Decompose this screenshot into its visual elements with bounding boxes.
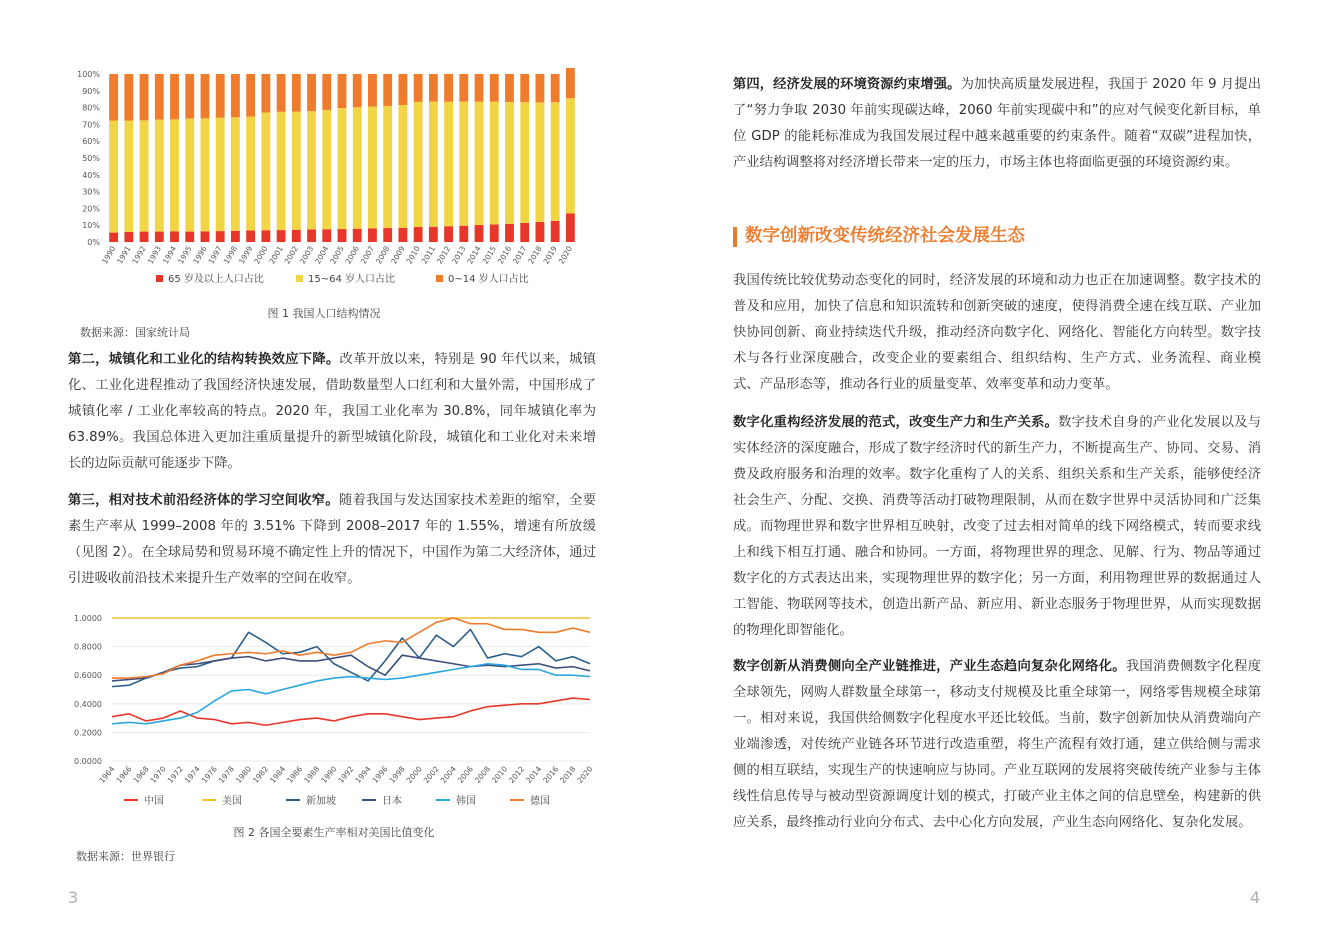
legend-swatch	[296, 275, 303, 282]
x-tick-label: 1968	[131, 764, 151, 785]
bar-working	[277, 112, 286, 230]
right-paragraph-2	[733, 268, 1261, 398]
bar-children	[307, 74, 316, 111]
bar-working	[307, 111, 316, 229]
section-title: 数字创新改变传统经济社会发展生态	[745, 226, 1025, 246]
section-accent-bar	[733, 227, 737, 247]
right-paragraph-4	[733, 654, 1261, 836]
bar-aged65	[459, 226, 468, 242]
bar-working	[429, 102, 438, 227]
bar-working	[505, 102, 514, 224]
legend-label: 新加坡	[306, 796, 336, 807]
x-tick-label: 2008	[374, 244, 392, 266]
x-tick-label: 2014	[465, 244, 483, 266]
bar-aged65	[520, 223, 529, 242]
bar-aged65	[490, 224, 499, 242]
x-tick-label: 1966	[114, 764, 134, 785]
bar-aged65	[216, 231, 225, 242]
bar-aged65	[170, 231, 179, 242]
legend-swatch	[156, 275, 163, 282]
x-tick-label: 1978	[216, 764, 237, 785]
x-tick-label: 2004	[313, 244, 331, 266]
tfp-ratio-chart	[64, 604, 604, 824]
left-paragraph-1-body: 改革开放以来，特别是 90 年代以来，城镇化、工业化进程推动了我国经济快速发展，借助数量型人口红利和大量外需，中国形成了城镇化率 / 工业化率较高的特点。2020 年，我国工业化率为 30.8%，同年城镇化率为 63.89%。我国总体进入更加注重质量提升的新型城镇化阶段，城镇化和工业化对未来增长的边际贡献可能逐步下降。	[68, 352, 597, 471]
x-tick-label: 1994	[353, 764, 373, 785]
x-tick-label: 2002	[421, 764, 441, 785]
bar-children	[398, 74, 407, 105]
bar-children	[551, 74, 560, 102]
bar-children	[490, 74, 499, 102]
bar-working	[368, 107, 377, 229]
bar-aged65	[444, 226, 453, 242]
x-tick-label: 1972	[165, 764, 185, 785]
bar-aged65	[566, 213, 575, 242]
x-tick-label: 2014	[524, 764, 544, 785]
bar-children	[505, 74, 514, 102]
bar-aged65	[414, 227, 423, 242]
bar-aged65	[246, 230, 255, 242]
x-tick-label: 1993	[145, 244, 164, 266]
x-tick-label: 1995	[176, 244, 194, 266]
y-tick-label: 0.2000	[74, 728, 102, 738]
x-tick-label: 2012	[507, 764, 527, 785]
x-tick-label: 1992	[130, 244, 148, 266]
x-tick-label: 1964	[97, 764, 117, 785]
legend-label: 美国	[222, 796, 242, 807]
bar-working	[124, 121, 133, 232]
x-tick-label: 2000	[252, 244, 270, 266]
bar-working	[140, 120, 149, 231]
legend-label: 韩国	[456, 796, 476, 807]
x-tick-label: 2003	[297, 244, 316, 266]
page-number-right: 4	[1250, 888, 1261, 907]
bar-aged65	[383, 228, 392, 242]
y-tick-label: 1.0000	[74, 614, 102, 623]
bar-working	[261, 112, 270, 230]
x-tick-label: 1999	[237, 244, 255, 266]
x-tick-label: 2018	[558, 764, 578, 785]
line-series-中国	[112, 698, 590, 725]
x-tick-label: 1998	[387, 764, 407, 785]
bar-aged65	[140, 232, 149, 242]
x-tick-label: 1974	[182, 764, 202, 785]
x-tick-label: 2012	[434, 244, 453, 266]
bar-aged65	[368, 228, 377, 242]
figure1-source: 数据来源：国家统计局	[80, 326, 190, 339]
x-tick-label: 2009	[389, 244, 407, 266]
bar-working	[109, 121, 118, 233]
bar-children	[520, 74, 529, 102]
x-tick-label: 1998	[221, 244, 240, 266]
right-paragraph-1-body: 为加快高质量发展进程，我国于 2020 年 9 月提出了“努力争取 2030 年前实现碳达峰，2060 年前实现碳中和”的应对气候变化新目标，单位 GDP 的能耗标准成为我国发展过程中越来越重要的约束条件。随着“双碳”进程加快，产业结构调整将对经济增长带来一定的压力，市场主体也将面临更强的环境资源约束。	[733, 77, 1262, 170]
bar-aged65	[292, 230, 301, 242]
bar-aged65	[307, 229, 316, 242]
bar-children	[292, 74, 301, 112]
y-tick-label: 100%	[77, 70, 100, 79]
left-paragraph-2	[68, 488, 596, 592]
bar-aged65	[261, 230, 270, 242]
right-paragraph-2-body: 我国传统比较优势动态变化的同时，经济发展的环境和动力也正在加速调整。数字技术的普及和应用，加快了信息和知识流转和创新突破的速度，使得消费全速在线互联、产业加快协同创新、商业持续迭代升级，推动经济向数字化、网络化、智能化方向转型。数字技术与各行业深度融合，改变企业的要素组合、组织结构、生产方式、业务流程、商业模式、产品形态等，推动各行业的质量变革、效率变革和动力变革。	[733, 273, 1261, 392]
x-tick-label: 2020	[575, 764, 595, 785]
bar-children	[124, 74, 133, 121]
bar-children	[277, 74, 286, 112]
bar-children	[109, 74, 118, 121]
bar-aged65	[277, 230, 286, 242]
x-tick-label: 1986	[285, 764, 305, 785]
bar-children	[368, 74, 377, 107]
y-tick-label: 70%	[82, 120, 100, 130]
bar-working	[414, 102, 423, 227]
right-paragraph-3	[733, 410, 1261, 644]
bar-working	[475, 102, 484, 225]
bar-working	[536, 102, 545, 222]
bar-children	[322, 74, 331, 110]
y-tick-label: 60%	[82, 137, 100, 147]
x-tick-label: 2002	[282, 244, 301, 266]
x-tick-label: 1990	[100, 244, 118, 266]
figure2-source: 数据来源：世界银行	[76, 850, 175, 863]
bar-working	[201, 118, 210, 231]
left-paragraph-2-heading: 第三，相对技术前沿经济体的学习空间收窄。	[68, 493, 339, 508]
bar-children	[429, 74, 438, 102]
bar-children	[459, 74, 468, 102]
x-tick-label: 2004	[438, 764, 458, 785]
bar-working	[292, 112, 301, 230]
bar-working	[551, 102, 560, 221]
bar-working	[490, 102, 499, 225]
y-tick-label: 40%	[82, 170, 100, 180]
right-paragraph-4-heading: 数字创新从消费侧向全产业链推进，产业生态趋向复杂化网络化。	[733, 659, 1126, 674]
bar-working	[459, 102, 468, 226]
y-tick-label: 0.0000	[74, 757, 102, 766]
legend-label: 65 岁及以上人口占比	[168, 274, 264, 285]
bar-aged65	[201, 231, 210, 242]
x-tick-label: 2019	[541, 244, 559, 266]
x-tick-label: 1984	[268, 764, 288, 785]
legend-label: 德国	[530, 796, 550, 807]
bar-children	[185, 74, 194, 119]
bar-working	[170, 119, 179, 231]
y-tick-label: 0.6000	[74, 671, 102, 681]
bar-working	[322, 110, 331, 229]
bar-working	[155, 120, 164, 232]
y-tick-label: 0.8000	[74, 642, 102, 652]
bar-aged65	[124, 232, 133, 242]
x-tick-label: 1970	[148, 764, 168, 785]
x-tick-label: 1990	[319, 764, 339, 785]
legend-label: 中国	[144, 796, 164, 807]
x-tick-label: 1997	[206, 244, 224, 266]
bar-aged65	[475, 225, 484, 242]
bar-children	[414, 74, 423, 102]
x-tick-label: 1991	[115, 244, 133, 266]
bar-children	[444, 74, 453, 102]
bar-aged65	[231, 231, 240, 242]
x-tick-label: 2008	[472, 764, 493, 785]
x-tick-label: 2001	[267, 244, 285, 266]
population-structure-chart	[64, 60, 594, 305]
bar-aged65	[109, 233, 118, 242]
x-tick-label: 1980	[233, 764, 254, 785]
y-tick-label: 30%	[82, 187, 100, 197]
legend-label: 15~64 岁人口占比	[308, 274, 396, 285]
right-paragraph-1-heading: 第四，经济发展的环境资源约束增强。	[733, 77, 961, 92]
x-tick-label: 2011	[419, 244, 438, 266]
x-tick-label: 1996	[191, 244, 209, 266]
y-tick-label: 20%	[82, 204, 100, 214]
bar-working	[231, 117, 240, 231]
x-tick-label: 2010	[490, 764, 510, 785]
y-tick-label: 10%	[82, 221, 100, 231]
x-tick-label: 2016	[541, 764, 561, 785]
y-tick-label: 0.4000	[74, 699, 102, 709]
x-tick-label: 2007	[358, 244, 377, 266]
bar-children	[383, 74, 392, 106]
bar-children	[566, 68, 575, 98]
x-tick-label: 2006	[343, 244, 361, 266]
x-tick-label: 2005	[328, 244, 346, 266]
bar-working	[216, 118, 225, 231]
bar-aged65	[429, 227, 438, 242]
bar-children	[246, 74, 255, 117]
bar-children	[201, 74, 210, 118]
bar-aged65	[551, 221, 560, 242]
bar-working	[398, 105, 407, 228]
x-tick-label: 1994	[160, 244, 179, 266]
bar-children	[216, 74, 225, 118]
legend-label: 日本	[382, 796, 402, 807]
bar-aged65	[185, 232, 194, 242]
y-tick-label: 90%	[82, 86, 100, 96]
left-paragraph-1	[68, 347, 596, 477]
bar-aged65	[322, 229, 331, 242]
bar-children	[170, 74, 179, 119]
bar-children	[261, 74, 270, 112]
bar-children	[338, 74, 347, 108]
y-tick-label: 80%	[82, 103, 100, 113]
bar-aged65	[536, 222, 545, 242]
x-tick-label: 2020	[556, 244, 575, 266]
bar-aged65	[338, 229, 347, 242]
x-tick-label: 2013	[450, 244, 468, 266]
bar-working	[353, 107, 362, 228]
bar-working	[566, 98, 575, 213]
bar-working	[520, 102, 529, 223]
bar-children	[231, 74, 240, 117]
bar-children	[536, 74, 545, 102]
legend-label: 0~14 岁人口占比	[448, 274, 529, 285]
x-tick-label: 1996	[370, 764, 390, 785]
bar-children	[475, 74, 484, 102]
bar-working	[383, 106, 392, 228]
bar-aged65	[155, 232, 164, 242]
y-tick-label: 50%	[82, 154, 100, 163]
x-tick-label: 1988	[302, 764, 322, 785]
right-paragraph-3-heading: 数字化重构经济发展的范式，改变生产力和生产关系。	[733, 415, 1059, 430]
bar-working	[338, 108, 347, 229]
bar-children	[353, 74, 362, 107]
page-number-left: 3	[68, 888, 79, 907]
x-tick-label: 2000	[404, 764, 424, 785]
x-tick-label: 2017	[511, 244, 529, 266]
x-tick-label: 1992	[336, 764, 356, 785]
x-tick-label: 2006	[455, 764, 476, 785]
bar-children	[140, 74, 149, 120]
right-paragraph-1	[733, 72, 1261, 176]
bar-working	[185, 119, 194, 232]
bar-working	[246, 117, 255, 231]
x-tick-label: 2010	[404, 244, 422, 266]
bar-aged65	[505, 224, 514, 242]
x-tick-label: 1982	[251, 764, 271, 785]
bar-working	[444, 102, 453, 226]
right-paragraph-3-body: 数字技术自身的产业化发展以及与实体经济的深度融合，形成了数字经济时代的新生产力，不断提高生产、协同、交易、消费及政府服务和治理的效率。数字化重构了人的关系、组织关系和生产关系，能够使经济社会生产、分配、交换、消费等活动打破物理限制，从而在数字世界中灵活协同和广泛集成。而物理世界和数字世界相互映射，改变了过去相对简单的线下网络模式，转而要求线上和线下相互打通、融合和协同。一方面，将物理世界的理念、见解、行为、物品等通过数字化的方式表达出来，实现物理世界的数字化；另一方面，利用物理世界的数据通过人工智能、物联网等技术，创造出新产品、新应用、新业态服务于物理世界，从而实现数据的物理化即智能化。	[733, 415, 1262, 638]
bar-aged65	[353, 229, 362, 242]
right-paragraph-4-body: 我国消费侧数字化程度全球领先，网购人群数量全球第一，移动支付规模及比重全球第一，网络零售规模全球第一。相对来说，我国供给侧数字化程度水平还比较低。当前，数字创新加快从消费端向产业端渗透，对传统产业链各环节进行改造重塑，将生产流程有效打通，建立供给侧与需求侧的相互联结，实现生产的快速响应与协同。产业互联网的发展将突破传统产业参与主体线性信息传导与被动型资源调度计划的模式，打破产业主体之间的信息壁垒，构建新的供应关系，最终推动行业向分布式、去中心化方向发展，产业生态向网络化、复杂化发展。	[733, 659, 1262, 830]
line-series-新加坡	[112, 629, 590, 686]
legend-swatch	[436, 275, 443, 282]
figure1-caption: 图 1 我国人口结构情况	[267, 307, 381, 320]
left-paragraph-2-body: 随着我国与发达国家技术差距的缩窄，全要素生产率从 1999–2008 年的 3.51% 下降到 2008–2017 年的 1.55%，增速有所放缓（见图 2）。在全球局势和贸易环境不确定性上升的情况下，中国作为第二大经济体，通过引进吸收前沿技术来提升生产效率的空间在收窄。	[68, 493, 597, 586]
x-tick-label: 2018	[526, 244, 544, 266]
x-tick-label: 2016	[495, 244, 514, 266]
x-tick-label: 1976	[199, 764, 219, 785]
x-tick-label: 2015	[480, 244, 498, 266]
bar-aged65	[398, 228, 407, 242]
left-paragraph-1-heading: 第二，城镇化和工业化的结构转换效应下降。	[68, 352, 340, 367]
y-tick-label: 0%	[87, 238, 100, 247]
figure2-caption: 图 2 各国全要素生产率相对美国比值变化	[233, 826, 435, 839]
bar-children	[155, 74, 164, 120]
